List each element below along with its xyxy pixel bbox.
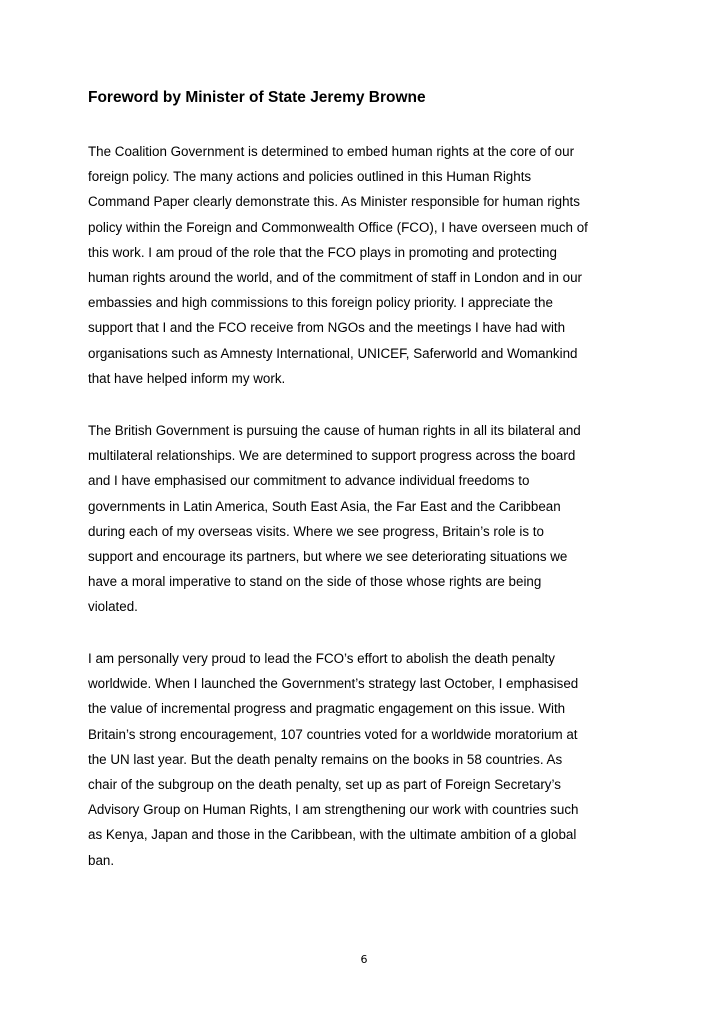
paragraph-line: ban. [88,852,115,868]
paragraph-line: during each of my overseas visits. Where we see progress, Britain’s role is to [88,523,544,539]
paragraph-line: human rights around the world, and of the commitment of staff in London and in our [88,269,583,285]
paragraph-line: have a moral imperative to stand on the side of those whose rights are being [88,574,542,590]
paragraph-line: worldwide. When I launched the Government’s strategy last October, I emphasised [88,676,579,692]
foreword-heading: Foreword by Minister of State Jeremy Browne [88,89,426,106]
paragraph-death-penalty [88,646,578,873]
paragraph-line: governments in Latin America, South East Asia, the Far East and the Caribbean [88,498,561,514]
paragraph-line: The British Government is pursuing the cause of human rights in all its bilateral and [88,423,581,438]
paragraph-line: organisations such as Amnesty International, UNICEF, Saferworld and Womankind [88,345,578,361]
paragraph-line: Advisory Group on Human Rights, I am strengthening our work with countries such [88,802,579,818]
paragraph-line: the UN last year. But the death penalty remains on the books in 58 countries. As [88,751,563,767]
paragraph-line: violated. [88,599,138,615]
paragraph-line: as Kenya, Japan and those in the Caribbean, with the ultimate ambition of a global [88,827,577,843]
paragraph-line: that have helped inform my work. [88,370,286,386]
paragraph-line: Command Paper clearly demonstrate this. As Minister responsible for human rights [88,194,580,210]
paragraph-line: I am personally very proud to lead the FCO’s effort to abolish the death penalty [88,651,555,666]
paragraph-line: multilateral relationships. We are determined to support progress across the board [88,448,576,464]
paragraph-line: support and encourage its partners, but where we see deteriorating situations we [88,548,568,564]
paragraph-line: chair of the subgroup on the death penalty, set up as part of Foreign Secretary’s [88,776,561,792]
paragraph-line: The Coalition Government is determined to embed human rights at the core of our [88,144,575,159]
paragraph-line: foreign policy. The many actions and policies outlined in this Human Rights [88,169,532,185]
paragraph-line: policy within the Foreign and Commonwealth Office (FCO), I have overseen much of [88,219,588,235]
paragraph-bilateral-relationships [88,418,581,620]
paragraph-human-rights-core [88,139,588,391]
paragraph-line: this work. I am proud of the role that the FCO plays in promoting and protecting [88,244,557,260]
paragraph-line: Britain’s strong encouragement, 107 countries voted for a worldwide moratorium at [88,726,578,742]
page-number: 6 [360,953,368,966]
paragraph-line: support that I and the FCO receive from NGOs and the meetings I have had with [88,320,566,336]
paragraph-line: and I have emphasised our commitment to advance individual freedoms to [88,473,530,489]
paragraph-line: the value of incremental progress and pragmatic engagement on this issue. With [88,701,566,717]
paragraph-line: embassies and high commissions to this foreign policy priority. I appreciate the [88,295,553,311]
